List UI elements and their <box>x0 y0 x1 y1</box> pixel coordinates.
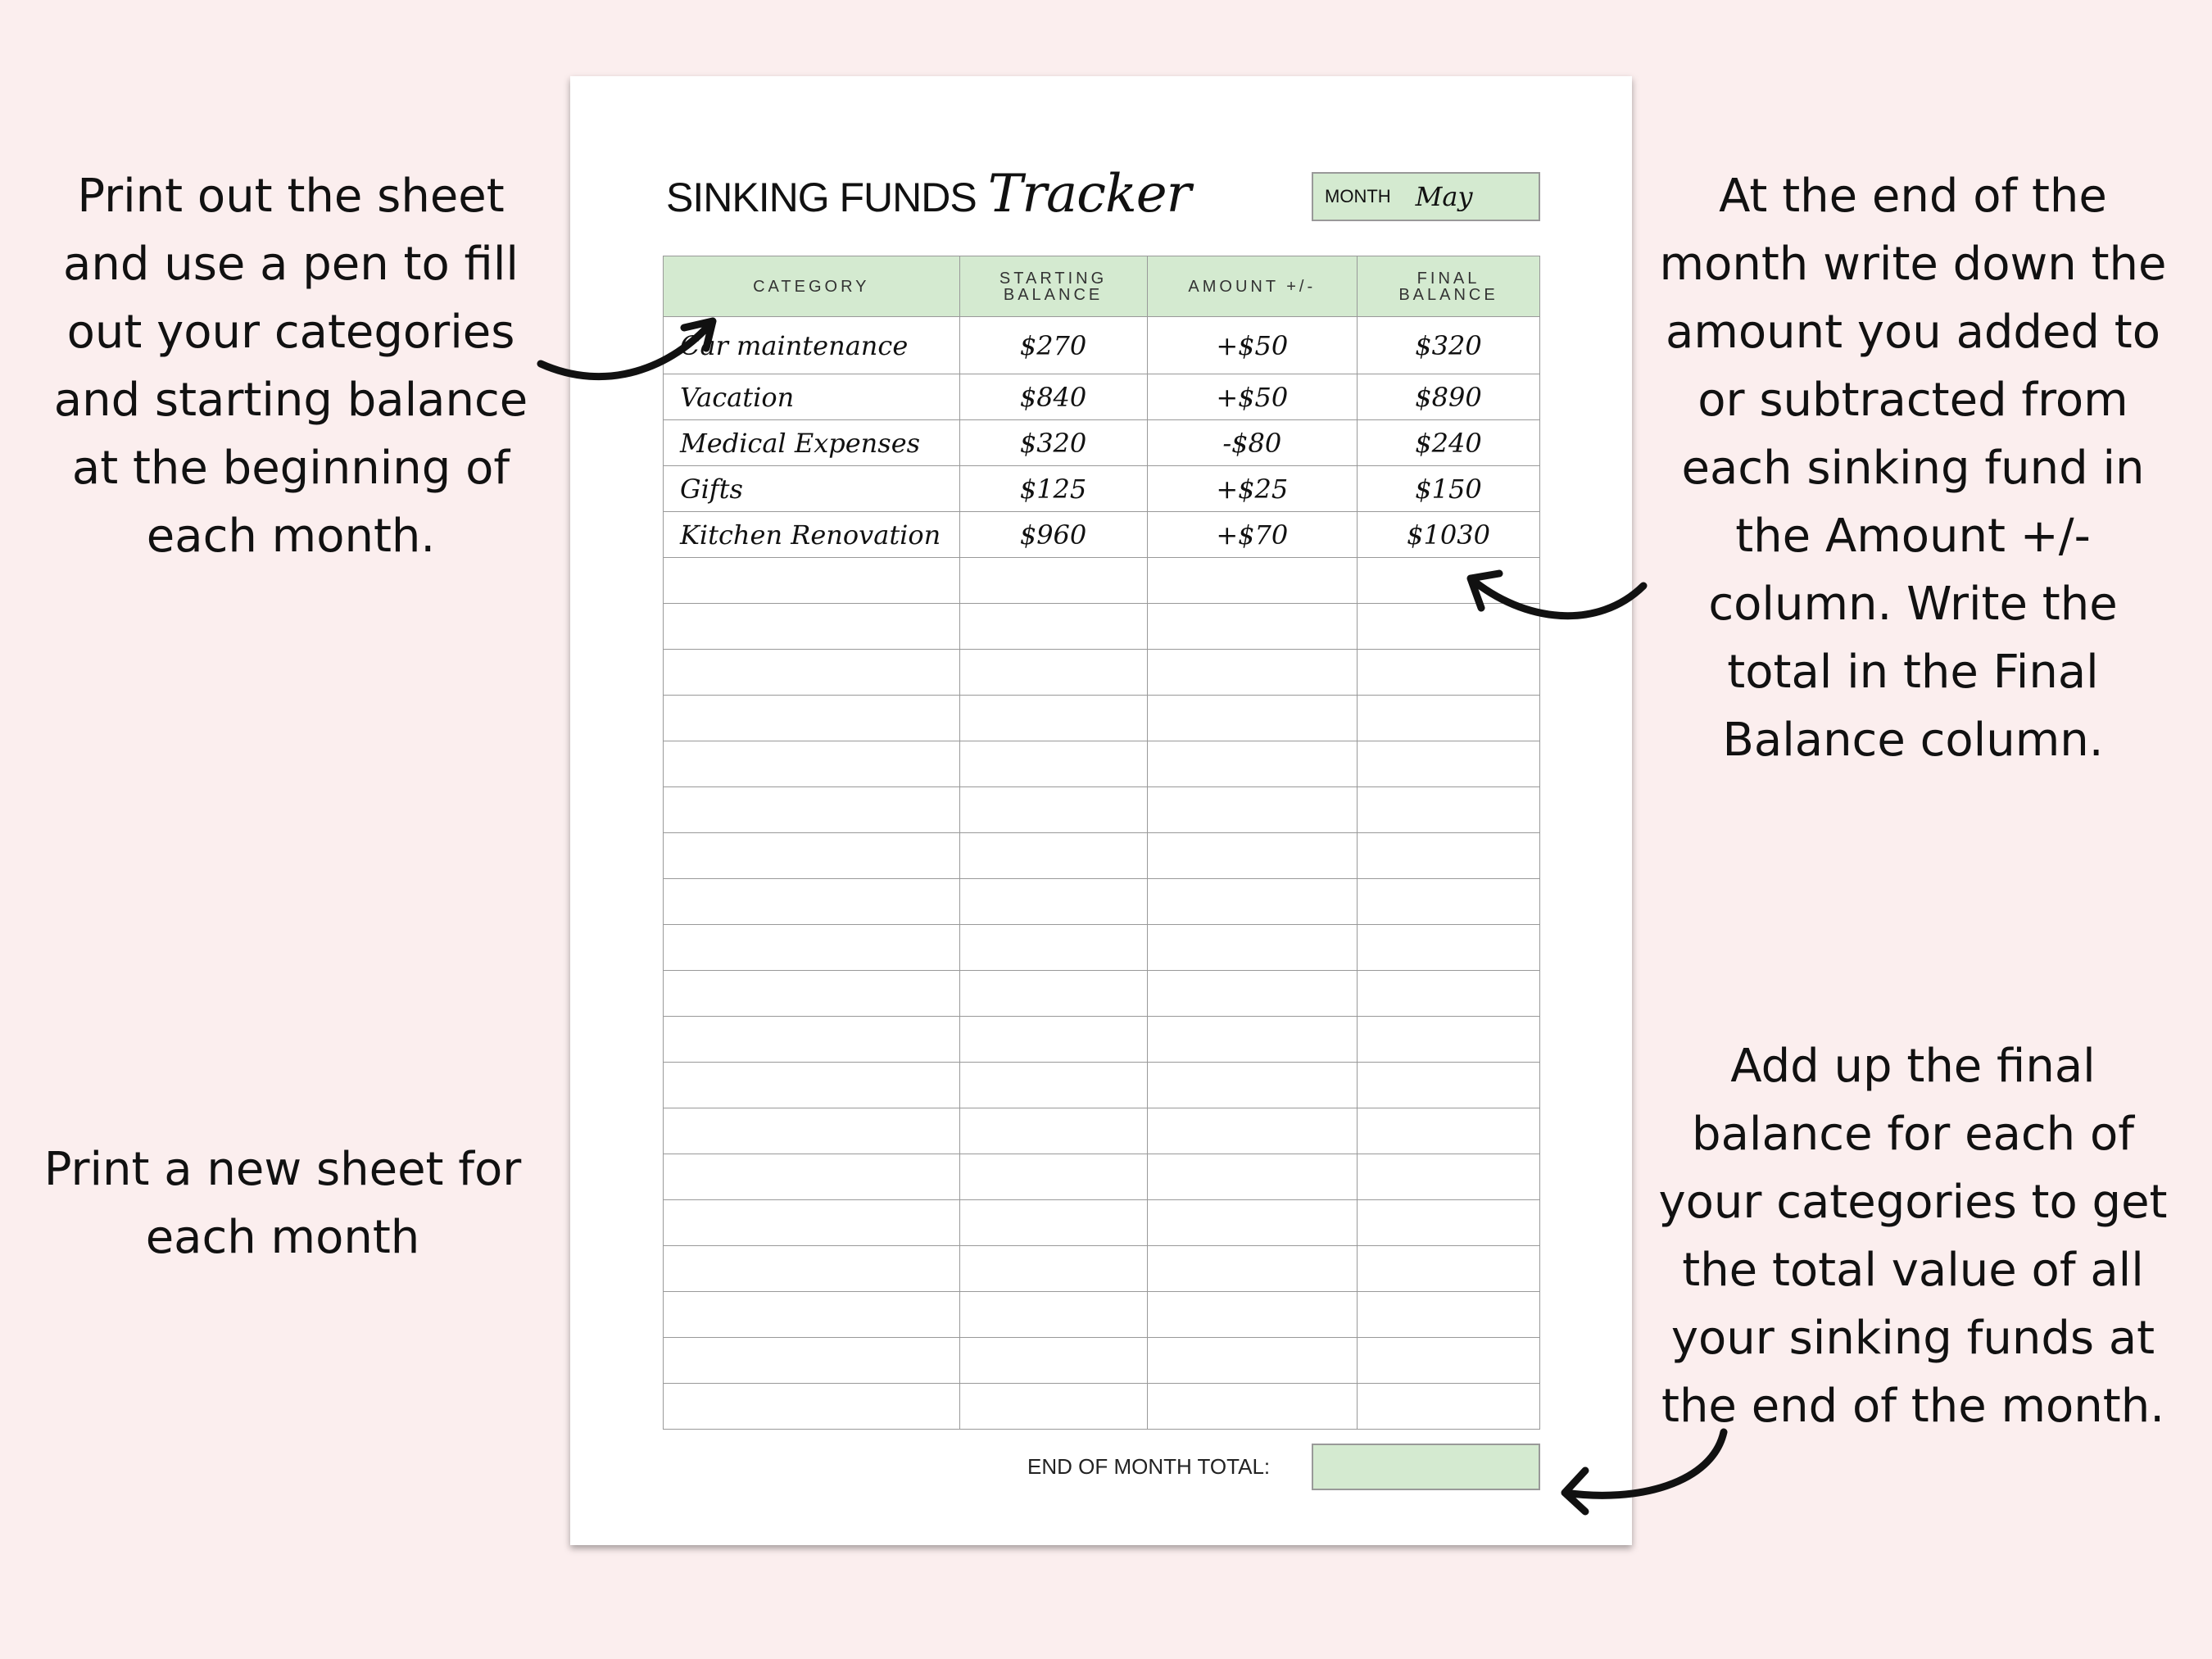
empty-cell[interactable] <box>664 1200 960 1246</box>
empty-row <box>664 1200 1540 1246</box>
note-line: at the beginning of <box>71 442 510 495</box>
empty-row <box>664 1063 1540 1108</box>
empty-cell[interactable] <box>1358 1200 1540 1246</box>
note-line: your categories to get <box>1658 1176 2168 1229</box>
empty-cell[interactable] <box>959 1246 1147 1292</box>
empty-cell[interactable] <box>664 1108 960 1154</box>
column-header: FINAL BALANCE <box>1358 256 1540 317</box>
note-line: and starting balance <box>53 374 528 427</box>
empty-cell[interactable] <box>664 787 960 833</box>
end-total-label: END OF MONTH TOTAL: <box>1027 1454 1271 1479</box>
empty-cell[interactable] <box>664 1246 960 1292</box>
empty-cell[interactable] <box>959 1292 1147 1338</box>
instruction-new-sheet <box>25 1135 541 1271</box>
empty-cell[interactable] <box>664 1154 960 1200</box>
empty-cell[interactable] <box>959 833 1147 879</box>
empty-row <box>664 1292 1540 1338</box>
empty-cell[interactable] <box>959 879 1147 925</box>
note-line: each month <box>145 1211 420 1264</box>
empty-cell[interactable] <box>1147 558 1358 604</box>
final-balance-cell[interactable]: $1030 <box>1358 512 1540 558</box>
empty-cell[interactable] <box>664 971 960 1017</box>
empty-cell[interactable] <box>1358 787 1540 833</box>
empty-row <box>664 696 1540 741</box>
empty-cell[interactable] <box>664 1338 960 1384</box>
category-cell[interactable]: Gifts <box>664 466 960 512</box>
note-line: the end of the month. <box>1661 1380 2165 1433</box>
empty-cell[interactable] <box>1147 1200 1358 1246</box>
note-line: the Amount +/- <box>1735 510 2091 563</box>
empty-cell[interactable] <box>1358 1338 1540 1384</box>
empty-cell[interactable] <box>1147 971 1358 1017</box>
note-line: month write down the <box>1659 238 2167 291</box>
final-balance-cell[interactable]: $320 <box>1358 317 1540 374</box>
empty-row <box>664 971 1540 1017</box>
empty-cell[interactable] <box>1358 1063 1540 1108</box>
starting-balance-cell[interactable]: $840 <box>959 374 1147 420</box>
final-balance-cell[interactable]: $150 <box>1358 466 1540 512</box>
funds-table <box>663 256 1540 1430</box>
final-balance-cell[interactable]: $890 <box>1358 374 1540 420</box>
empty-cell[interactable] <box>664 558 960 604</box>
empty-cell[interactable] <box>664 1384 960 1430</box>
empty-cell[interactable] <box>1147 879 1358 925</box>
empty-cell[interactable] <box>1358 1246 1540 1292</box>
empty-row <box>664 558 1540 604</box>
table-row <box>664 512 1540 558</box>
empty-cell[interactable] <box>1358 1384 1540 1430</box>
empty-cell[interactable] <box>1147 1246 1358 1292</box>
amount-cell[interactable]: +$50 <box>1147 374 1358 420</box>
empty-cell[interactable] <box>1147 1154 1358 1200</box>
empty-cell[interactable] <box>1358 558 1540 604</box>
empty-cell[interactable] <box>664 741 960 787</box>
empty-cell[interactable] <box>1358 650 1540 696</box>
title-script: Tracker <box>987 164 1191 224</box>
empty-row <box>664 1338 1540 1384</box>
empty-row <box>664 1246 1540 1292</box>
empty-cell[interactable] <box>1358 604 1540 650</box>
empty-cell[interactable] <box>1358 1017 1540 1063</box>
amount-cell[interactable]: -$80 <box>1147 420 1358 466</box>
empty-cell[interactable] <box>959 971 1147 1017</box>
empty-cell[interactable] <box>959 650 1147 696</box>
empty-cell[interactable] <box>1358 1108 1540 1154</box>
empty-row <box>664 1017 1540 1063</box>
table-row <box>664 466 1540 512</box>
empty-cell[interactable] <box>959 1384 1147 1430</box>
table-row <box>664 317 1540 374</box>
amount-cell[interactable]: +$70 <box>1147 512 1358 558</box>
empty-cell[interactable] <box>959 1063 1147 1108</box>
column-header: CATEGORY <box>664 256 960 317</box>
sheet-title <box>666 164 1190 224</box>
note-line: the total value of all <box>1682 1244 2144 1297</box>
note-line: each sinking fund in <box>1681 442 2145 495</box>
empty-cell[interactable] <box>959 558 1147 604</box>
empty-row <box>664 1154 1540 1200</box>
empty-cell[interactable] <box>1358 696 1540 741</box>
note-line: or subtracted from <box>1698 374 2128 427</box>
empty-cell[interactable] <box>664 604 960 650</box>
empty-cell[interactable] <box>1147 604 1358 650</box>
empty-cell[interactable] <box>1147 1292 1358 1338</box>
month-field[interactable] <box>1312 172 1540 221</box>
category-cell[interactable]: Vacation <box>664 374 960 420</box>
empty-cell[interactable] <box>664 650 960 696</box>
note-line: amount you added to <box>1666 306 2160 359</box>
empty-cell[interactable] <box>664 1017 960 1063</box>
empty-cell[interactable] <box>959 696 1147 741</box>
empty-row <box>664 604 1540 650</box>
empty-cell[interactable] <box>1147 741 1358 787</box>
empty-row <box>664 650 1540 696</box>
title-text: SINKING FUNDS <box>666 175 977 220</box>
column-header: AMOUNT +/- <box>1147 256 1358 317</box>
table-row <box>664 374 1540 420</box>
empty-cell[interactable] <box>1147 696 1358 741</box>
empty-cell[interactable] <box>664 696 960 741</box>
empty-row <box>664 925 1540 971</box>
empty-cell[interactable] <box>1147 1063 1358 1108</box>
column-header: STARTING BALANCE <box>959 256 1147 317</box>
note-line: and use a pen to fill <box>63 238 519 291</box>
amount-cell[interactable]: +$50 <box>1147 317 1358 374</box>
empty-cell[interactable] <box>959 1108 1147 1154</box>
empty-cell[interactable] <box>1147 650 1358 696</box>
empty-row <box>664 787 1540 833</box>
note-line: each month. <box>146 510 436 563</box>
empty-cell[interactable] <box>1147 1108 1358 1154</box>
note-line: out your categories <box>66 306 515 359</box>
instruction-total <box>1647 1032 2179 1440</box>
empty-cell[interactable] <box>959 604 1147 650</box>
note-line: Print a new sheet for <box>43 1143 522 1196</box>
instruction-amount <box>1647 162 2179 774</box>
empty-cell[interactable] <box>664 925 960 971</box>
category-cell[interactable]: Car maintenance <box>664 317 960 374</box>
empty-cell[interactable] <box>1358 925 1540 971</box>
empty-cell[interactable] <box>1147 1017 1358 1063</box>
empty-cell[interactable] <box>959 925 1147 971</box>
empty-row <box>664 879 1540 925</box>
starting-balance-cell[interactable]: $270 <box>959 317 1147 374</box>
empty-cell[interactable] <box>959 1154 1147 1200</box>
instruction-fill-out <box>33 162 549 570</box>
empty-cell[interactable] <box>1358 833 1540 879</box>
month-value: May <box>1415 181 1473 212</box>
starting-balance-cell[interactable]: $960 <box>959 512 1147 558</box>
empty-cell[interactable] <box>664 1292 960 1338</box>
note-line: column. Write the <box>1708 578 2118 631</box>
empty-cell[interactable] <box>959 741 1147 787</box>
empty-cell[interactable] <box>959 1017 1147 1063</box>
final-balance-cell[interactable]: $240 <box>1358 420 1540 466</box>
note-line: Add up the final <box>1730 1040 2096 1093</box>
empty-cell[interactable] <box>1147 1338 1358 1384</box>
category-cell[interactable]: Kitchen Renovation <box>664 512 960 558</box>
empty-cell[interactable] <box>1358 971 1540 1017</box>
starting-balance-cell[interactable]: $320 <box>959 420 1147 466</box>
table-row <box>664 420 1540 466</box>
empty-cell[interactable] <box>1358 741 1540 787</box>
note-line: Print out the sheet <box>77 170 505 223</box>
empty-cell[interactable] <box>1147 833 1358 879</box>
empty-cell[interactable] <box>664 833 960 879</box>
empty-cell[interactable] <box>1358 879 1540 925</box>
empty-cell[interactable] <box>1147 925 1358 971</box>
note-line: balance for each of <box>1692 1108 2134 1161</box>
empty-cell[interactable] <box>1147 1384 1358 1430</box>
amount-cell[interactable]: +$25 <box>1147 466 1358 512</box>
empty-row <box>664 741 1540 787</box>
note-line: At the end of the <box>1719 170 2107 223</box>
empty-cell[interactable] <box>1358 1154 1540 1200</box>
empty-cell[interactable] <box>664 1063 960 1108</box>
empty-row <box>664 833 1540 879</box>
note-line: Balance column. <box>1722 714 2104 767</box>
empty-cell[interactable] <box>664 879 960 925</box>
category-cell[interactable]: Medical Expenses <box>664 420 960 466</box>
end-total-field[interactable] <box>1312 1444 1540 1490</box>
empty-cell[interactable] <box>1147 787 1358 833</box>
empty-cell[interactable] <box>959 1200 1147 1246</box>
note-line: your sinking funds at <box>1670 1312 2155 1365</box>
empty-cell[interactable] <box>1358 1292 1540 1338</box>
starting-balance-cell[interactable]: $125 <box>959 466 1147 512</box>
month-label: MONTH <box>1325 186 1391 206</box>
empty-row <box>664 1384 1540 1430</box>
note-line: total in the Final <box>1727 646 2099 699</box>
empty-cell[interactable] <box>959 787 1147 833</box>
empty-cell[interactable] <box>959 1338 1147 1384</box>
empty-row <box>664 1108 1540 1154</box>
